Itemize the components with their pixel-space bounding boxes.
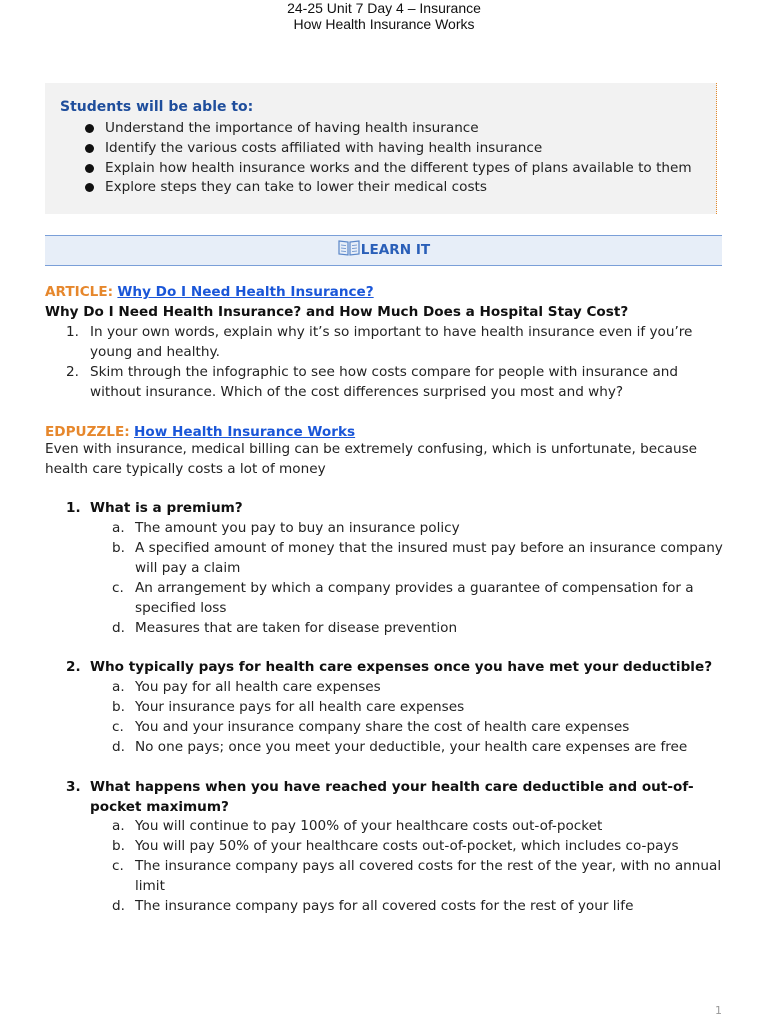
objective-text: Understand the importance of having health insurance: [105, 120, 479, 136]
question-text: What is a premium?: [90, 500, 243, 516]
edpuzzle-intro: Even with insurance, medical billing can be extremely confusing, which is unfortunate, because: [45, 441, 698, 457]
option-letter: a.: [112, 679, 125, 695]
edpuzzle-tag: EDPUZZLE:: [45, 424, 130, 440]
objectives-box: [45, 83, 717, 214]
option-letter: c.: [112, 858, 124, 874]
option-letter: a.: [112, 520, 125, 536]
option-text: You pay for all health care expenses: [135, 679, 381, 695]
question-text: What happens when you have reached your health care deductible and out-of-pocket maximum?: [90, 779, 694, 815]
article-item-text: Skim through the infographic to see how costs compare for people with insurance and: [90, 364, 679, 380]
objectives-title: Students will be able to:: [60, 99, 254, 115]
bullet-icon: [85, 124, 94, 133]
option-letter: b.: [112, 838, 125, 854]
header-title: 24-25 Unit 7 Day 4 – Insurance: [287, 0, 481, 16]
option-text: Measures that are taken for disease prevention: [135, 620, 458, 636]
article-item-number: 1.: [66, 324, 79, 340]
edpuzzle-intro: health care typically costs a lot of money: [45, 461, 326, 477]
article-item-text: young and healthy.: [90, 344, 220, 360]
option-text: A specified amount of money that the insured must pay before an insurance company will pay a claim: [135, 540, 723, 576]
article-link[interactable]: Why Do I Need Health Insurance?: [117, 284, 374, 300]
document-header: [0, 0, 768, 32]
option-letter: d.: [112, 898, 125, 914]
edpuzzle-link[interactable]: How Health Insurance Works: [134, 424, 356, 440]
option-text: No one pays; once you meet your deductible, your health care expenses are free: [135, 739, 688, 755]
bullet-icon: [85, 144, 94, 153]
question-number: 3.: [66, 779, 81, 795]
article-item-text: In your own words, explain why it’s so important to have health insurance even if you’re: [90, 324, 693, 340]
question-number: 2.: [66, 659, 81, 675]
objective-text: Explain how health insurance works and the different types of plans available to them: [105, 160, 692, 176]
bullet-icon: [85, 183, 94, 192]
bullet-icon: [85, 164, 94, 173]
objective-text: Explore steps they can take to lower their medical costs: [105, 179, 487, 195]
option-letter: b.: [112, 540, 125, 556]
question-number: 1.: [66, 500, 81, 516]
option-text: The amount you pay to buy an insurance policy: [135, 520, 460, 536]
option-letter: a.: [112, 818, 125, 834]
option-text: The insurance company pays all covered costs for the rest of the year, with no annual limit: [135, 858, 722, 894]
option-text: Your insurance pays for all health care expenses: [135, 699, 465, 715]
option-letter: c.: [112, 580, 124, 596]
article-item-number: 2.: [66, 364, 79, 380]
option-text: An arrangement by which a company provides a guarantee of compensation for a specified loss: [135, 580, 694, 616]
option-letter: b.: [112, 699, 125, 715]
article-item-text: without insurance. Which of the cost differences surprised you most and why?: [90, 384, 624, 400]
article-subtitle: Why Do I Need Health Insurance? and How Much Does a Hospital Stay Cost?: [45, 304, 629, 320]
objective-text: Identify the various costs affiliated with having health insurance: [105, 140, 543, 156]
option-text: You will continue to pay 100% of your healthcare costs out-of-pocket: [135, 818, 603, 834]
header-subtitle: How Health Insurance Works: [293, 16, 475, 32]
article-tag: ARTICLE:: [45, 284, 114, 300]
option-text: You and your insurance company share the cost of health care expenses: [135, 719, 630, 735]
option-text: The insurance company pays for all covered costs for the rest of your life: [135, 898, 634, 914]
option-letter: c.: [112, 719, 124, 735]
option-letter: d.: [112, 739, 125, 755]
option-text: You will pay 50% of your healthcare costs out-of-pocket, which includes co-pays: [135, 838, 679, 854]
book-icon: [337, 239, 361, 261]
learn-it-banner: [45, 235, 722, 266]
page-number: 1: [715, 1004, 722, 1017]
article-heading: [45, 282, 374, 302]
question-text: Who typically pays for health care expenses once you have met your deductible?: [90, 659, 713, 675]
option-letter: d.: [112, 620, 125, 636]
learn-it-label: LEARN IT: [360, 242, 431, 258]
